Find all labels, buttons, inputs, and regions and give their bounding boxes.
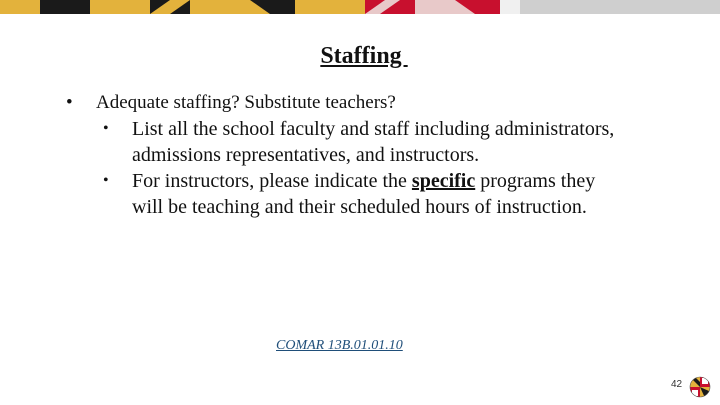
citation-link[interactable]: COMAR 13B.01.01.10 (276, 338, 403, 353)
sub-bullet-text: List all the school faculty and staff including administrators, admissions representatives, and instructors. (132, 118, 615, 166)
sub-bullet-text-before: For instructors, please indicate the (132, 170, 412, 192)
emphasis-specific: specific (411, 170, 476, 192)
sub-bullet-item (100, 168, 620, 220)
sub-bullet-list (100, 116, 620, 220)
maryland-flag-seal-icon (689, 376, 711, 398)
sub-bullet-item (100, 116, 620, 168)
banner-graphic (0, 0, 720, 14)
page-number: 42 (671, 379, 683, 390)
slide-title: Staffing (320, 43, 408, 69)
bullet-text: Adequate staffing? Substitute teachers? (96, 92, 396, 113)
bullet-dot-icon: • (66, 92, 73, 113)
bullet-dot-icon: • (103, 172, 109, 189)
top-banner-decoration (0, 0, 720, 14)
sub-bullet-text-after: programs they will be teaching and their scheduled hours of instruction. (132, 170, 596, 218)
bullet-dot-icon: • (103, 120, 109, 137)
